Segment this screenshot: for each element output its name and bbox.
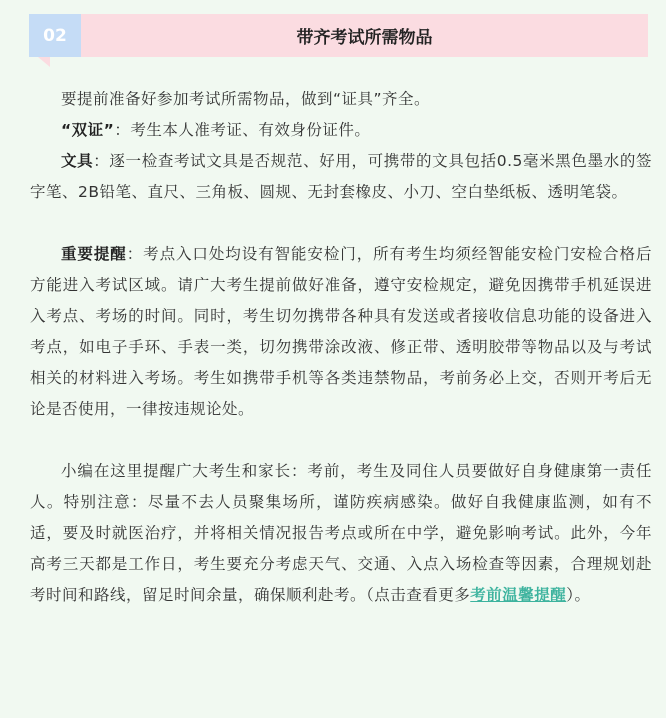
badge-tail-decoration bbox=[38, 57, 50, 67]
closing-paragraph bbox=[30, 456, 652, 611]
reminder-label: 重要提醒 bbox=[61, 245, 127, 263]
section-number-badge: 02 bbox=[29, 14, 81, 57]
paragraph-spacer bbox=[30, 425, 652, 456]
closing-text: 小编在这里提醒广大考生和家长：考前，考生及同住人员要做好自身健康第一责任人。特别注意：尽量不去人员聚集场所，谨防疾病感染。做好自我健康监测，如有不适，要及时就医治疗，并将相关情况报告考点或所在中学，避免影响考试。此外，今年高考三天都是工作日，考生要充分考虑天气、交通、入点入场检查等因素，合理规划赴考时间和路线，留足时间余量，确保顺利赴考。（点击查看更多 bbox=[30, 462, 652, 604]
wenju-paragraph bbox=[30, 146, 652, 208]
closing-end: ）。 bbox=[566, 586, 591, 604]
wenju-label: 文具 bbox=[61, 152, 94, 170]
intro-paragraph bbox=[30, 84, 652, 115]
article-body bbox=[30, 84, 652, 611]
wenju-text: ：逐一检查考试文具是否规范、好用，可携带的文具包括0.5毫米黑色墨水的签字笔、2B铅笔、直尺、三角板、圆规、无封套橡皮、小刀、空白垫纸板、透明笔袋。 bbox=[30, 152, 652, 201]
more-tips-link[interactable]: 考前温馨提醒 bbox=[470, 586, 567, 604]
shuangzheng-text: ：考生本人准考证、有效身份证件。 bbox=[114, 121, 371, 139]
section-title: 带齐考试所需物品 bbox=[296, 28, 433, 48]
intro-text: 要提前准备好参加考试所需物品，做到“证具”齐全。 bbox=[61, 90, 431, 108]
paragraph-spacer bbox=[30, 208, 652, 239]
reminder-text: ：考点入口处均设有智能安检门，所有考生均须经智能安检门安检合格后方能进入考试区域。请广大考生提前做好准备，遵守安检规定，避免因携带手机延误进入考点、考场的时间。同时，考生切勿携带各种具有发送或者接收信息功能的设备进入考点，如电子手环、手表一类，切勿携带涂改液、修正带、透明胶带等物品以及与考试相关的材料进入考场。考生如携带手机等各类违禁物品，考前务必上交，否则开考后无论是否使用，一律按违规论处。 bbox=[30, 245, 652, 418]
shuangzheng-paragraph bbox=[30, 115, 652, 146]
shuangzheng-label: “双证” bbox=[61, 121, 115, 139]
reminder-paragraph bbox=[30, 239, 652, 425]
